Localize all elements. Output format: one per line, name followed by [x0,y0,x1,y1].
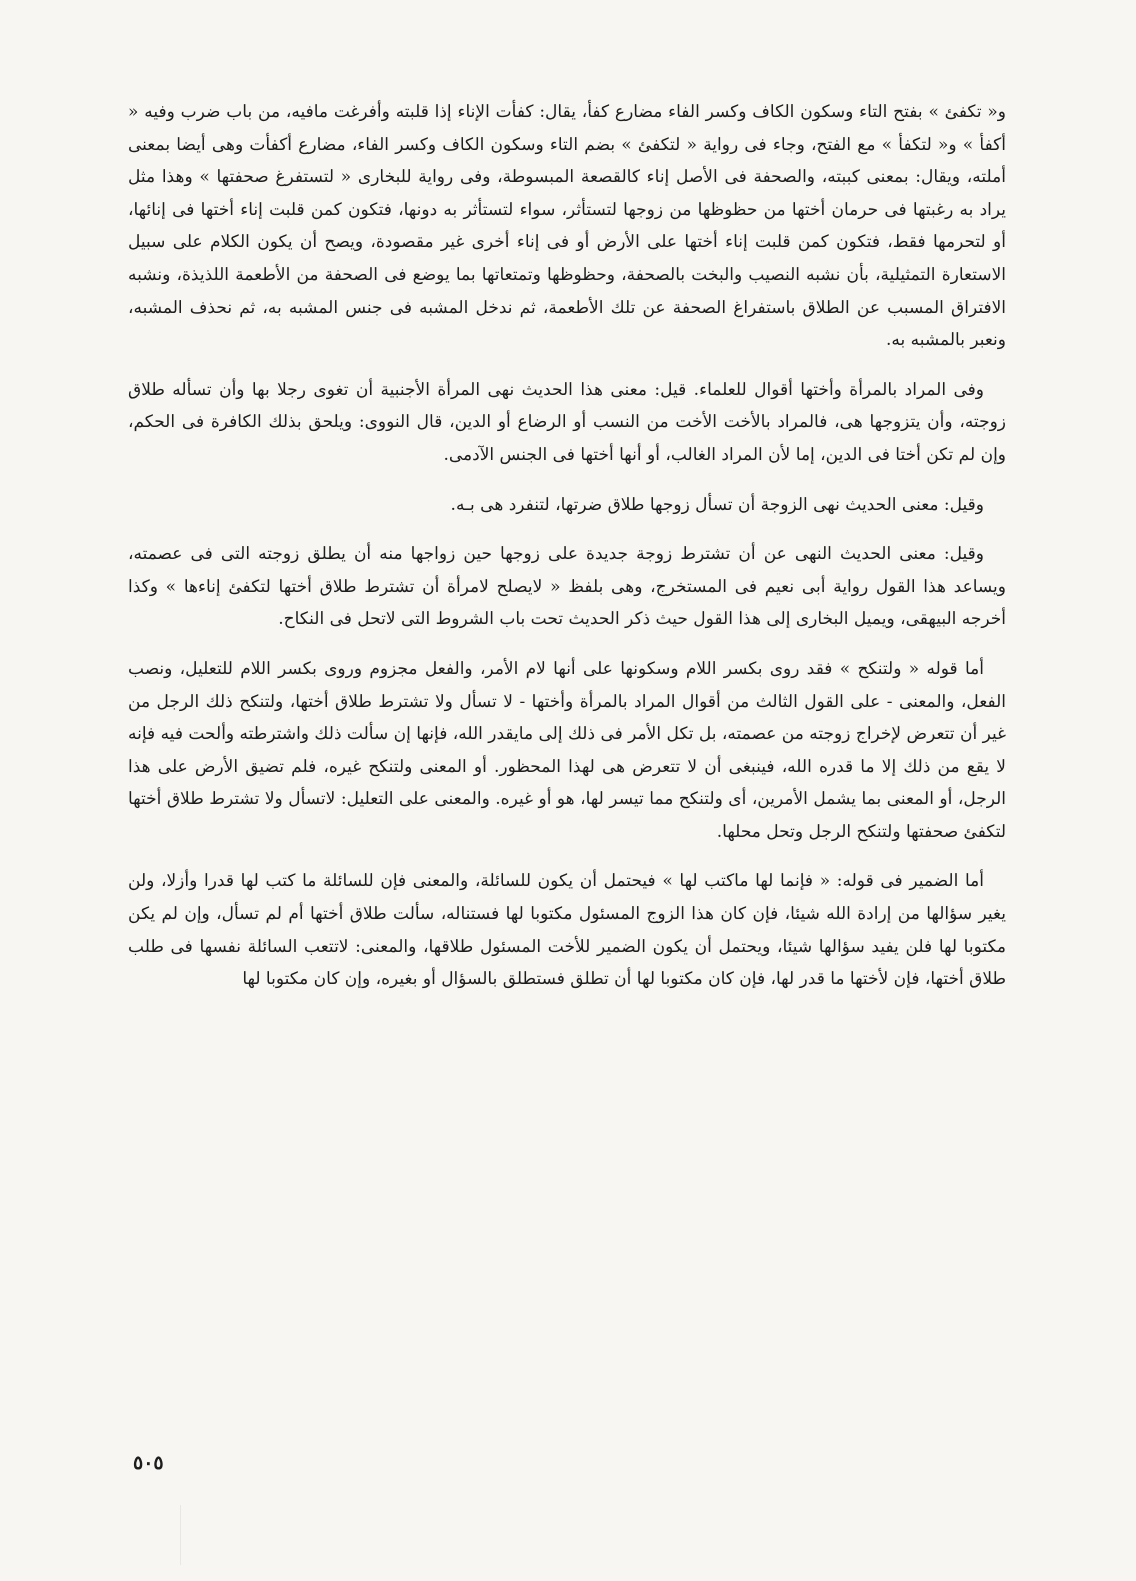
paragraph-4: وقيل: معنى الحديث النهى عن أن تشترط زوجة جديدة على زوجها حين زواجها منه أن يطلق زوجته التى فى عصمته، ويساعد هذا القول رواية أبى نعيم فى المستخرج، وهى بلفظ « لايصلح لامرأة أن تشترط طلاق أختها لتكفئ إناءها » وكذا أخرجه البيهقى، ويميل البخارى إلى هذا القول حيث ذكر الحديث تحت باب الشروط التى لاتحل فى النكاح. [128,544,1006,630]
paragraph-5: أما قوله « ولتنكح » فقد روى بكسر اللام وسكونها على أنها لام الأمر، والفعل مجزوم وروى بكسر اللام للتعليل، ونصب الفعل، والمعنى - على القول الثالث من أقوال المراد بالمرأة وأختها - لا تسأل ولا تشترط طلاق أختها، ولتنكح ذلك الرجل من غير أن تتعرض لإخراج زوجته من عصمته، بل تكل الأمر فى ذلك إلى مايقدر الله، فإنها إن سألت ذلك واشترطته وألحت فيه فإنه لا يقع من ذلك إلا ما قدره الله، فينبغى أن لا تتعرض هى لهذا المحظور. أو المعنى ولتنكح غيره، فلم تضيق الأرض على هذا الرجل، أو المعنى بما يشمل الأمرين، أى ولتنكح مما تيسر لها، هو أو غيره. والمعنى على التعليل: لاتسأل ولا تشترط طلاق أختها لتكفئ صحفتها ولتنكح الرجل وتحل محلها. [128,658,1006,842]
page-number: ٥٠٥ [133,1452,164,1474]
page-text [128,96,1006,996]
paragraph-6: أما الضمير فى قوله: « فإنما لها ماكتب لها » فيحتمل أن يكون للسائلة، والمعنى فإن للسائلة ما كتب لها قدرا وأزلا، ولن يغير سؤالها من إرادة الله شيئا، فإن كان هذا الزوج المسئول مكتوبا لها فستناله، سألت طلاق أختها أم لم تسأل، وإن لم يكن مكتوبا لها فلن يفيد سؤالها شيئا، ويحتمل أن يكون الضمير للأخت المسئول طلاقها، والمعنى: لاتتعب السائلة نفسها فى طلب طلاق أختها، فإن لأختها ما قدر لها، فإن كان مكتوبا لها أن تطلق فستطلق بالسؤال أو بغيره، وإن كان مكتوبا لها [128,871,1006,990]
paragraph-1: و« تكفئ » بفتح التاء وسكون الكاف وكسر الفاء مضارع كفأ، يقال: كفأت الإناء إذا قلبته وأفرغت مافيه، من باب ضرب وفيه « أكفأ » و« لتكفأ » مع الفتح، وجاء فى رواية « لتكفئ » بضم التاء وسكون الكاف وكسر الفاء، مضارع أكفأت وهى أيضا بمعنى أملته، ويقال: بمعنى كببته، والصحفة فى الأصل إناء كالقصعة المبسوطة، وفى رواية للبخارى « لتستفرغ صحفتها » وهذا مثل يراد به رغبتها فى حرمان أختها من حظوظها من زوجها لتستأثر، سواء لتستأثر به دونها، فتكون كمن قلبت إناء أختها فى إنائها، أو لتحرمها فقط، فتكون كمن قلبت إناء أختها على الأرض أو فى إناء أخرى غير مقصودة، ويصح أن يكون الكلام على سبيل الاستعارة التمثيلية، بأن نشبه النصيب والبخت بالصحفة، وحظوظها وتمتعاتها بما يوضع فى الصحفة من الأطعمة اللذيذة، ونشبه الافتراق المسبب عن الطلاق باستفراغ الصحفة عن تلك الأطعمة، ثم ندخل المشبه فى جنس المشبه به، ثم نحذف المشبه، ونعبر بالمشبه به. [128,102,1006,351]
scan-fold-mark [180,1505,181,1565]
paragraph-3: وقيل: معنى الحديث نهى الزوجة أن تسأل زوجها طلاق ضرتها، لتنفرد هى بـه. [450,494,984,515]
paragraph-2: وفى المراد بالمرأة وأختها أقوال للعلماء. قيل: معنى هذا الحديث نهى المرأة الأجنبية أن تغوى رجلا بها وأن تسأله طلاق زوجته، وأن يتزوجها هى، فالمراد بالأخت الأخت من النسب أو الرضاع أو الدين، قال النووى: ويلحق بذلك الكافرة فى الحكم، وإن لم تكن أختا فى الدين، إما لأن المراد الغالب، أو أنها أختها فى الجنس الآدمى. [128,379,1006,465]
